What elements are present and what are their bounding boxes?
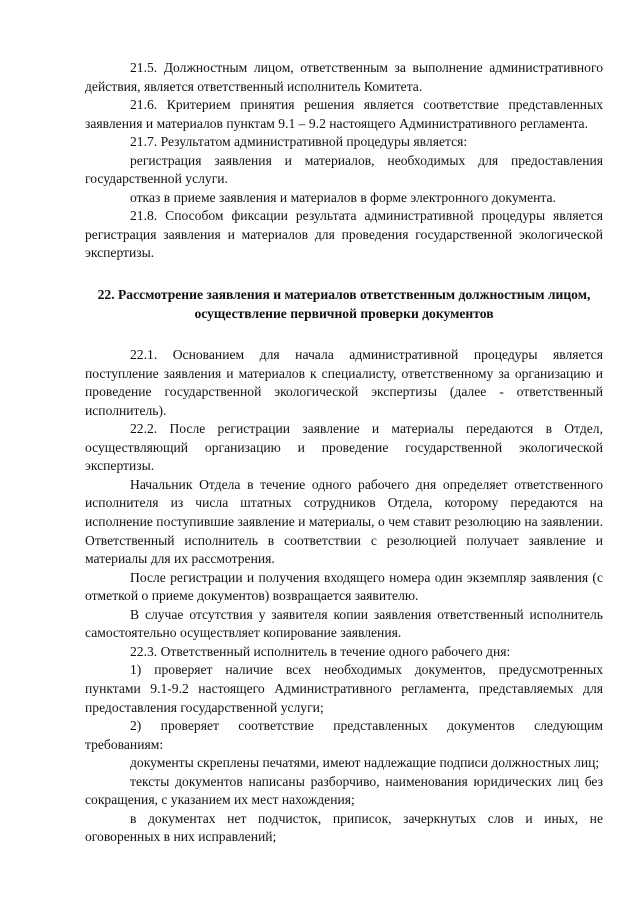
paragraph-21-7-registration: регистрация заявления и материалов, необходимых для предоставления государственной услуги. — [85, 152, 603, 187]
paragraph-22-3-requirement-seals: документы скреплены печатями, имеют надлежащие подписи должностных лиц; — [130, 755, 600, 771]
paragraph-22-1: 22.1. Основанием для начала административной процедуры является поступление заявления и материалов к специалисту, ответственному за организацию и проведение государственной экологической экспертизы (далее - ответственный исполнитель). — [85, 347, 603, 418]
paragraph-22-3-requirement-no-erasures: в документах нет подчисток, приписок, зачеркнутых слов и иных, не оговоренных в них исправлений; — [85, 810, 603, 845]
paragraph-21-7: 21.7. Результатом административной процедуры является: — [130, 134, 468, 150]
paragraph-22-3: 22.3. Ответственный исполнитель в течение одного рабочего дня: — [130, 643, 511, 659]
paragraph-22-3-item-2: 2) проверяет соответствие представленных документов следующим требованиям: — [85, 718, 603, 752]
paragraph-21-8: 21.8. Способом фиксации результата административной процедуры является регистрация заявления и материалов для проведения государственной экологической экспертизы. — [85, 208, 603, 261]
paragraph-22-3-item-1: 1) проверяет наличие всех необходимых документов, предусмотренных пунктами 9.1-9.2 настоящего Административного регламента, представляемых для предоставления государственной услуги; — [85, 662, 603, 715]
section-22-heading: 22. Рассмотрение заявления и материалов ответственным должностным лицом, осуществление первичной проверки документов — [97, 287, 591, 321]
paragraph-21-5: 21.5. Должностным лицом, ответственным за выполнение административного действия, является ответственный исполнитель Комитета. — [85, 60, 603, 94]
paragraph-21-6: 21.6. Критерием принятия решения является соответствие представленных заявления и материалов пунктам 9.1 – 9.2 настоящего Административного регламента. — [85, 97, 603, 131]
paragraph-22-2: 22.2. После регистрации заявление и материалы передаются в Отдел, осуществляющий организацию и проведение государственной экологической экспертизы. — [85, 421, 603, 474]
paragraph-21-7-refusal: отказ в приеме заявления и материалов в форме электронного документа. — [130, 189, 556, 205]
paragraph-22-2-head-of-department: Начальник Отдела в течение одного рабочего дня определяет ответственного исполнителя из числа штатных сотрудников Отдела, которому передаются на исполнение поступившие заявление и материалы, о чем ставит резолюцию на заявлении. Ответственный исполнитель в соответствии с резолюцией получает заявление и материалы для их рассмотрения. — [85, 476, 603, 567]
paragraph-22-3-requirement-legible: тексты документов написаны разборчиво, наименования юридических лиц без сокращения, с указанием их мест нахождения; — [85, 773, 603, 808]
paragraph-22-2-return-copy: После регистрации и получения входящего номера один экземпляр заявления (с отметкой о приеме документов) возвращается заявителю. — [85, 569, 603, 604]
paragraph-22-2-self-copy: В случае отсутствия у заявителя копии заявления ответственный исполнитель самостоятельно осуществляет копирование заявления. — [85, 606, 603, 641]
